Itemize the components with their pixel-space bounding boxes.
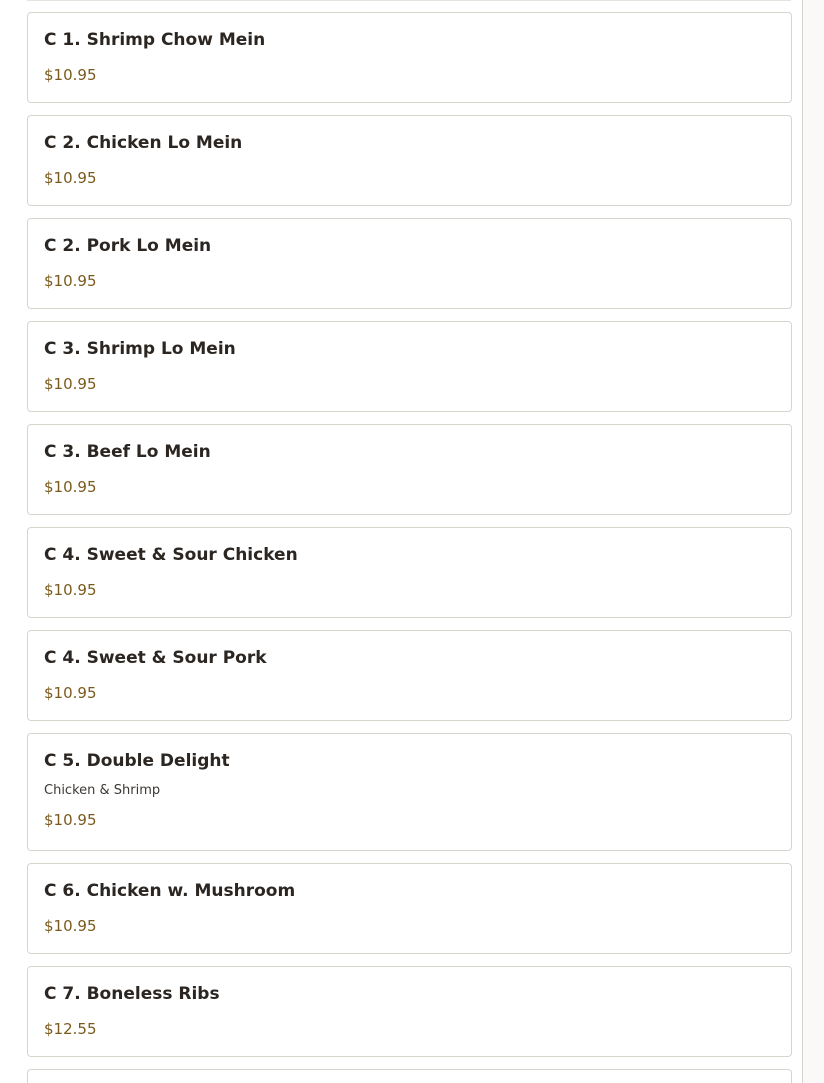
menu-item-price: $10.95 [44, 169, 97, 187]
menu-item-card[interactable] [27, 218, 792, 309]
menu-item-price: $10.95 [44, 272, 97, 290]
menu-item-name: C 6. Chicken w. Mushroom [44, 881, 296, 901]
menu-item-name: C 2. Pork Lo Mein [44, 236, 212, 256]
menu-item-price: $10.95 [44, 917, 97, 935]
menu-item-name: C 7. Boneless Ribs [44, 984, 220, 1004]
menu-item-list [27, 12, 792, 1083]
menu-item-name: C 5. Double Delight [44, 751, 230, 771]
menu-item-price: $10.95 [44, 66, 97, 84]
menu-item-card[interactable] [27, 321, 792, 412]
menu-item-name: C 3. Shrimp Lo Mein [44, 339, 236, 359]
menu-item-card[interactable] [27, 115, 792, 206]
previous-item-edge [27, 0, 791, 1]
menu-item-card[interactable] [27, 966, 792, 1057]
menu-item-card[interactable] [27, 733, 792, 851]
menu-item-price: $10.95 [44, 811, 97, 829]
menu-item-card[interactable] [27, 630, 792, 721]
menu-item-price: $10.95 [44, 375, 97, 393]
menu-item-name: C 2. Chicken Lo Mein [44, 133, 243, 153]
menu-item-price: $12.55 [44, 1020, 97, 1038]
menu-item-card[interactable] [27, 424, 792, 515]
menu-item-description: Chicken & Shrimp [44, 783, 161, 798]
menu-item-card-partial[interactable] [27, 1069, 792, 1083]
menu-item-price: $10.95 [44, 684, 97, 702]
menu-item-name: C 4. Sweet & Sour Pork [44, 648, 267, 668]
menu-item-price: $10.95 [44, 581, 97, 599]
menu-item-name: C 3. Beef Lo Mein [44, 442, 211, 462]
menu-item-card[interactable] [27, 863, 792, 954]
menu-item-card[interactable] [27, 527, 792, 618]
menu-item-card[interactable] [27, 12, 792, 103]
menu-item-price: $10.95 [44, 478, 97, 496]
menu-item-name: C 4. Sweet & Sour Chicken [44, 545, 298, 565]
menu-item-name: C 1. Shrimp Chow Mein [44, 30, 266, 50]
